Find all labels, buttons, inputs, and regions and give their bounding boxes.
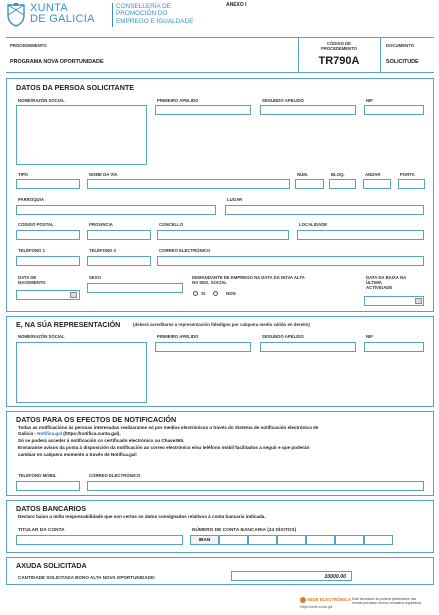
dept-line-1: CONSELLERÍA DE xyxy=(116,3,172,10)
demand-no-label: NON xyxy=(226,291,236,296)
nif-label: NIF xyxy=(366,98,373,103)
parroquia-input[interactable] xyxy=(16,205,216,215)
aid-amount-label: CANTIDADE SOLICITADA BONO ALTA NOVA OPORTUNIDADE: xyxy=(18,575,156,580)
account-entity-input[interactable] xyxy=(248,535,277,545)
demand-yes-label: SI xyxy=(201,291,206,296)
surname2-input[interactable] xyxy=(260,105,356,115)
rep-nif-input[interactable] xyxy=(364,342,424,352)
last-drop-label-3: ACTIVIDADE xyxy=(366,285,393,290)
notification-title: DATOS PARA OS EFECTOS DE NOTIFICACIÓN xyxy=(16,415,177,424)
nif-input[interactable] xyxy=(364,105,424,115)
footer-note-2: formas previstas na súa normativa reguladora xyxy=(352,601,421,606)
rep-surname2-label: SEGUNDO APELIDO xyxy=(262,334,304,339)
surname1-input[interactable] xyxy=(155,105,251,115)
dept-line-3: EMPREGO E IGUALDADE xyxy=(116,17,194,25)
applicant-title: DATOS DA PERSOA SOLICITANTE xyxy=(16,83,135,92)
aid-amount-input[interactable] xyxy=(231,571,352,581)
notification-p1-a: Todas as notificacións ás persoas interesadas realizaranse só por medios electrónicos a través do Sistema de notificación electrónica de xyxy=(18,425,319,430)
num-label: NÚM. xyxy=(297,172,308,177)
street-input[interactable] xyxy=(87,179,290,189)
demand-no-radio[interactable] xyxy=(213,291,218,296)
galicia-emblem-icon xyxy=(6,3,26,27)
phone1-input[interactable] xyxy=(16,256,80,266)
notification-p1-b xyxy=(18,431,121,437)
notification-section xyxy=(6,411,434,496)
notification-p1-b2: (https://notifica.xunta.gal). xyxy=(61,431,121,436)
demand-yes-radio[interactable] xyxy=(193,291,198,296)
phone2-label: TELÉFONO 2 xyxy=(89,248,116,253)
last-drop-label-1: DATA DA BAIXA NA xyxy=(366,275,407,280)
phone2-input[interactable] xyxy=(87,256,151,266)
footer-note-1: Este formulario só poderá presentarse nas xyxy=(352,597,417,601)
header xyxy=(0,0,439,32)
sex-select[interactable] xyxy=(87,283,183,293)
provincia-label: PROVINCIA xyxy=(89,222,113,227)
tipo-input[interactable] xyxy=(16,179,80,189)
bloq-input[interactable] xyxy=(329,179,356,189)
bank-statement: Declaro baixo a miña responsabilidade que son certos os datos consignados relativos á conta bancaria indicada. xyxy=(18,514,266,519)
last-drop-label xyxy=(366,275,406,290)
sede-logo-icon xyxy=(300,597,306,603)
concello-select[interactable] xyxy=(157,230,289,240)
iban-box xyxy=(190,535,219,545)
procedure-divider-2 xyxy=(380,38,381,73)
document-value: SOLICITUDE xyxy=(386,59,419,65)
notification-p1-b1: Galicia - xyxy=(18,431,38,436)
mobile-label: TELÉFONO MÓBIL xyxy=(18,473,57,478)
aid-amount-value: 10000.00 xyxy=(324,573,346,580)
localidade-input[interactable] xyxy=(297,230,424,240)
birthdate-calendar-icon[interactable] xyxy=(70,292,77,298)
account-number-1-input[interactable] xyxy=(335,535,364,545)
notification-p3-b: cambiar en calquera momento a través de Notifica.gal: xyxy=(18,452,138,457)
bloq-label: BLOQ. xyxy=(331,172,345,177)
account-control-input[interactable] xyxy=(306,535,335,545)
rep-surname2-input[interactable] xyxy=(260,342,356,352)
phone1-label: TELÉFONO 1 xyxy=(18,248,45,253)
last-drop-label-2: ÚLTIMA xyxy=(366,280,382,285)
rep-nif-label: NIF xyxy=(366,334,373,339)
code-label-1: CÓDIGO DE xyxy=(327,41,351,46)
localidade-label: LOCALIDADE xyxy=(299,222,328,227)
header-divider xyxy=(112,3,113,27)
rep-name-label: NOME/RAZÓN SOCIAL xyxy=(18,334,65,339)
lugar-label: LUGAR xyxy=(227,197,243,202)
account-office-input[interactable] xyxy=(277,535,306,545)
porta-label: PORTA xyxy=(400,172,415,177)
sex-label: SEXO xyxy=(89,275,101,280)
iban-label: IBAN xyxy=(198,538,211,543)
bank-title: DATOS BANCARIOS xyxy=(16,504,87,513)
concello-label: CONCELLO xyxy=(159,222,184,227)
demand-label xyxy=(192,275,305,285)
footer-url: https://sede.xunta.gal xyxy=(300,605,333,609)
notification-p3-a: Enviaranse avisos da posta á disposición da notificación ao correo electrónico e/ou teléfono móbil facilitados a seguir e que poderán xyxy=(18,445,310,450)
account-holder-input[interactable] xyxy=(16,535,183,545)
lugar-input[interactable] xyxy=(225,205,424,215)
footer xyxy=(300,596,436,612)
representative-title: E, NA SÚA REPRESENTACIÓN xyxy=(16,320,121,329)
logo-text-1: XUNTA xyxy=(30,2,68,14)
notifica-link[interactable]: Notifica.gal xyxy=(37,431,62,436)
dept-line-2: PROMOCIÓN DO xyxy=(116,10,168,18)
procedure-divider-1 xyxy=(298,38,299,73)
postal-label: CÓDIGO POSTAL xyxy=(18,222,54,227)
annex-label: ANEXO I xyxy=(226,2,247,8)
footer-note xyxy=(352,597,421,606)
procedure-box xyxy=(6,37,434,73)
notification-email-label: CORREO ELECTRÓNICO xyxy=(89,473,141,478)
notification-p2: Só se poderá acceder á notificación co certificado electrónico ou Chave365. xyxy=(18,438,185,443)
code-label-2: PROCEDEMENTO xyxy=(321,45,357,51)
postal-input[interactable] xyxy=(16,230,80,240)
representative-note: (deberá acreditarse a representación fidedigna por calquera medio válido en dereito) xyxy=(133,322,310,327)
rep-surname1-input[interactable] xyxy=(155,342,251,352)
demand-label-2: NA SEG. SOCIAL xyxy=(192,280,227,285)
logo-text-2: DE GALICIA xyxy=(30,13,95,25)
surname2-label: SEGUNDO APELIDO xyxy=(262,98,304,103)
department-name xyxy=(116,3,193,25)
last-drop-calendar-icon[interactable] xyxy=(415,298,422,304)
andar-label: ANDAR xyxy=(365,172,381,177)
tipo-label: TIPO xyxy=(18,172,29,177)
name-label: NOME/RAZÓN SOCIAL xyxy=(18,98,65,103)
footer-brand: SEDE ELECTRÓNICA xyxy=(307,597,351,602)
account-number-2-input[interactable] xyxy=(364,535,393,545)
street-label: NOME DA VÍA xyxy=(89,172,118,177)
notification-email-input[interactable] xyxy=(87,481,424,491)
bank-section xyxy=(6,500,434,553)
porta-input[interactable] xyxy=(398,179,425,189)
num-input[interactable] xyxy=(295,179,324,189)
account-number-label: NÚMERO DE CONTA BANCARIA (24 DÍXITOS) xyxy=(192,528,297,533)
account-iban-digits-input[interactable] xyxy=(219,535,248,545)
mobile-input[interactable] xyxy=(16,481,80,491)
document-label: DOCUMENTO xyxy=(386,43,415,48)
email-label: CORREO ELECTRÓNICO xyxy=(159,248,211,253)
account-holder-label: TITULAR DA CONTA xyxy=(18,528,65,533)
email-input[interactable] xyxy=(157,256,424,266)
birthdate-label xyxy=(18,275,46,285)
parroquia-label: PARROQUIA xyxy=(18,197,44,202)
procedure-value: PROGRAMA NOVA OPORTUNIDADE xyxy=(10,59,104,65)
representative-section xyxy=(6,316,434,407)
xunta-logo xyxy=(6,2,110,28)
aid-title: AXUDA SOLICITADA xyxy=(16,561,87,570)
aid-section xyxy=(6,557,434,585)
procedure-label: PROCEDEMENTO xyxy=(10,43,47,48)
andar-input[interactable] xyxy=(363,179,391,189)
provincia-select[interactable] xyxy=(87,230,151,240)
birthdate-label-1: DATA DE xyxy=(18,275,37,280)
procedure-code-value: TR790A xyxy=(318,55,360,67)
applicant-section xyxy=(6,78,434,312)
rep-surname1-label: PRIMEIRO APELIDO xyxy=(157,334,199,339)
rep-name-textarea[interactable] xyxy=(16,342,147,403)
surname1-label: PRIMEIRO APELIDO xyxy=(157,98,199,103)
demand-label-1: DEMANDANTE DE EMPREGO NA DATA DA NOVA ALTA xyxy=(192,275,305,280)
birthdate-label-2: NACEMENTO xyxy=(18,280,46,285)
procedure-code-label xyxy=(306,42,372,52)
name-textarea[interactable] xyxy=(16,105,147,165)
